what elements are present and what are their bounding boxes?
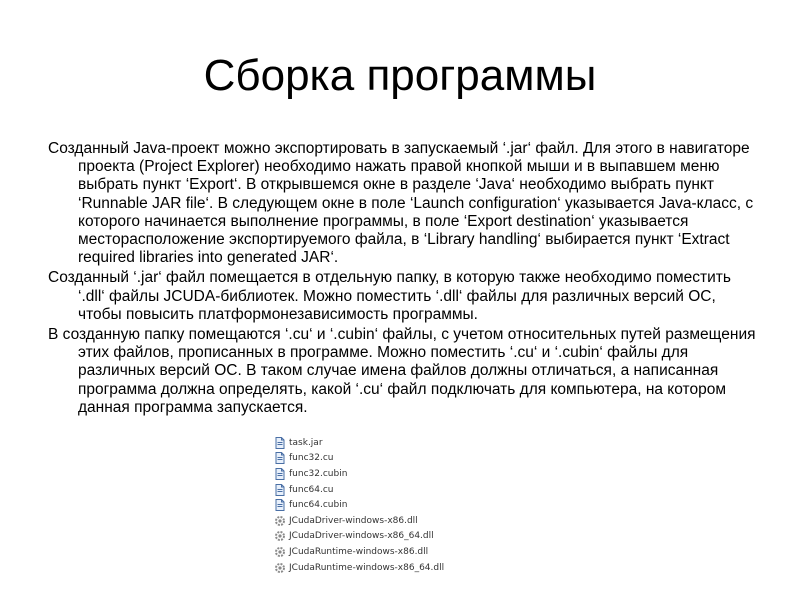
dll-gear-icon (274, 562, 286, 574)
file-item (274, 466, 444, 482)
file-item (274, 560, 444, 576)
file-item (274, 497, 444, 513)
file-name: func32.cubin (289, 468, 348, 479)
file-item (274, 544, 444, 560)
slide-body (48, 140, 760, 419)
file-name: func32.cu (289, 453, 334, 464)
file-item (274, 435, 444, 451)
paragraph-dll-files: Созданный ‘.jar‘ файл помещается в отдельную папку, в которую также необходимо поместить ‘.dll‘ файлы JCUDA-библиотек. Можно поместить ‘.dll‘ файлы для различных версий ОС, чтобы повысить платформонезависимость программы. (48, 269, 731, 323)
document-icon (274, 452, 286, 464)
dll-gear-icon (274, 515, 286, 527)
file-name: func64.cubin (289, 500, 348, 511)
file-name: task.jar (289, 437, 323, 448)
file-list-screenshot (274, 435, 444, 575)
file-item (274, 482, 444, 498)
paragraph-export-jar: Созданный Java-проект можно экспортировать в запускаемый ‘.jar‘ файл. Для этого в навигаторе проекта (Project Explorer) необходимо нажать правой кнопкой мыши и в выпавшем меню выбрать пункт ‘Export‘. В открывшемся окне в разделе ‘Java‘ необходимо выбрать пункт ‘Runnable JAR file‘. В следующем окне в поле ‘Launch configuration‘ указывается Java-класс, с которого начинается выполнение программы, в поле ‘Export destination‘ указывается месторасположение экспортируемого файла, в ‘Library handling‘ выбирается пункт ‘Extract required libraries into generated JAR‘. (48, 140, 754, 267)
file-item (274, 513, 444, 529)
file-name: func64.cu (289, 484, 334, 495)
document-icon (274, 499, 286, 511)
file-item (274, 451, 444, 467)
slide-title: Сборка программы (203, 51, 597, 100)
dll-gear-icon (274, 530, 286, 542)
file-name: JCudaRuntime-windows-x86.dll (289, 546, 429, 557)
document-icon (274, 484, 286, 496)
file-name: JCudaRuntime-windows-x86_64.dll (289, 562, 445, 573)
file-name: JCudaDriver-windows-x86.dll (289, 515, 418, 526)
dll-gear-icon (274, 546, 286, 558)
document-icon (274, 468, 286, 480)
file-item (274, 529, 444, 545)
paragraph-cu-files: В созданную папку помещаются ‘.cu‘ и ‘.cubin‘ файлы, с учетом относительных путей размещения этих файлов, прописанных в программе. Можно поместить ‘.cu‘ и ‘.cubin‘ файлы для различных версий ОС. В таком случае имена файлов должны отличаться, а написанная программа должна определять, какой ‘.cu‘ файл подключать для компьютера, на котором данная программа запускается. (48, 326, 756, 416)
file-name: JCudaDriver-windows-x86_64.dll (289, 531, 434, 542)
document-icon (274, 437, 286, 449)
